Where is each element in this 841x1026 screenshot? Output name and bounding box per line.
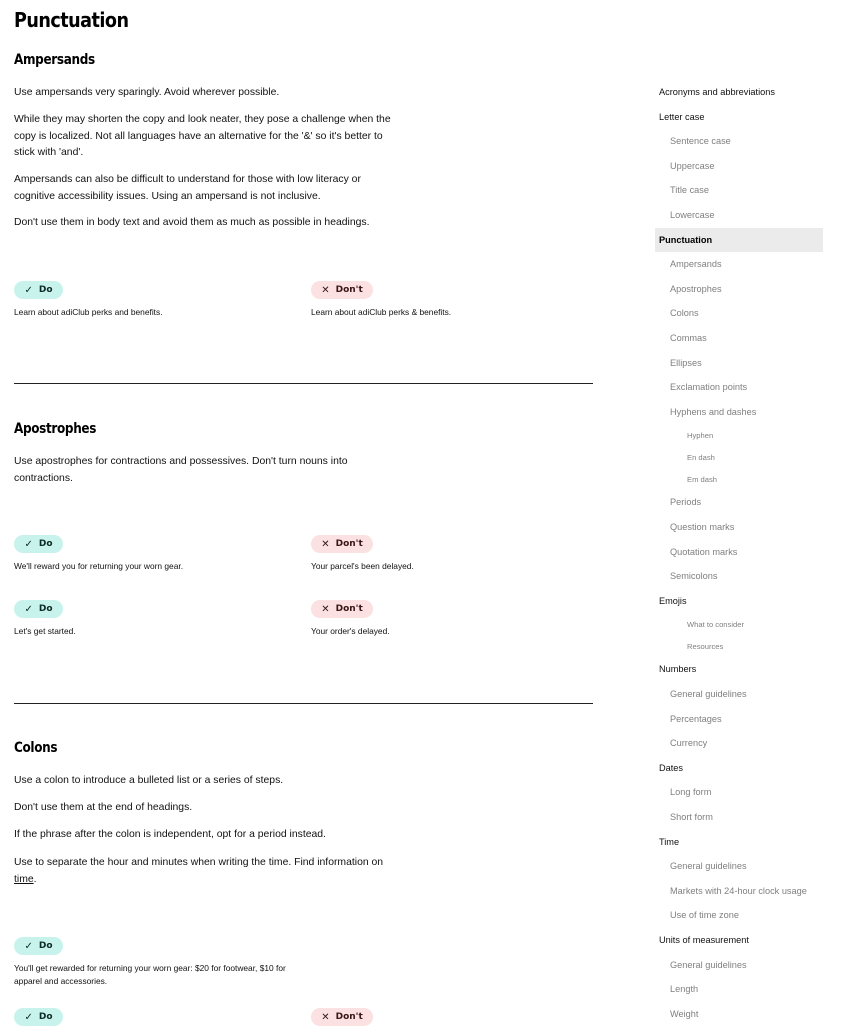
toc-item-general-guidelines[interactable]: General guidelines	[670, 861, 747, 872]
toc-item-weight[interactable]: Weight	[670, 1008, 699, 1019]
toc-item-hyphen[interactable]: Hyphen	[687, 430, 714, 440]
toc-item-colons[interactable]: Colons	[670, 308, 699, 319]
dont-example: Learn about adiClub perks & benefits.	[311, 307, 452, 317]
dont-badge	[311, 281, 373, 299]
paragraph-time-suffix: .	[33, 873, 37, 885]
cross-icon: ✕	[321, 1011, 330, 1023]
toc-item-en-dash[interactable]: En dash	[687, 452, 715, 462]
toc-item-letter-case[interactable]: Letter case	[659, 111, 705, 122]
section-divider	[14, 383, 593, 384]
toc-item-lowercase[interactable]: Lowercase	[670, 210, 715, 220]
toc-item-quotation-marks[interactable]: Quotation marks	[670, 546, 738, 557]
paragraph: Use a colon to introduce a bulleted list or a series of steps.	[14, 775, 284, 786]
toc-item-commas[interactable]: Commas	[670, 333, 707, 343]
do-example: Learn about adiClub perks and benefits.	[14, 307, 163, 317]
do-badge	[14, 535, 63, 553]
toc-item-ellipses[interactable]: Ellipses	[670, 357, 702, 368]
page-title: Punctuation	[14, 8, 129, 32]
section-title-ampersands: Ampersands	[14, 52, 95, 68]
dont-example: Your order's delayed.	[311, 626, 390, 636]
do-badge	[14, 281, 63, 299]
do-badge-label: Do	[38, 285, 53, 295]
toc-item-long-form[interactable]: Long form	[670, 787, 712, 798]
do-example: Let's get started.	[14, 626, 76, 636]
toc-item-periods[interactable]: Periods	[670, 497, 702, 508]
paragraph: Use ampersands very sparingly. Avoid wherever possible.	[14, 87, 280, 98]
toc-item-acronyms-and-abbreviations[interactable]: Acronyms and abbreviations	[659, 87, 775, 97]
paragraph-time	[14, 855, 392, 888]
do-badge-label: Do	[38, 539, 53, 549]
do-badge-label: Do	[38, 1012, 53, 1022]
section-title-apostrophes: Apostrophes	[14, 421, 97, 437]
do-badge	[14, 600, 63, 618]
toc-item-what-to-consider[interactable]: What to consider	[687, 619, 744, 629]
toc-item-general-guidelines[interactable]: General guidelines	[670, 689, 747, 699]
toc-item-hyphens-and-dashes[interactable]: Hyphens and dashes	[670, 406, 757, 417]
dont-badge-label: Don't	[335, 285, 363, 295]
dont-badge-label: Don't	[335, 604, 363, 614]
dont-badge	[311, 535, 373, 553]
toc-item-em-dash[interactable]: Em dash	[687, 474, 717, 484]
check-icon: ✓	[24, 538, 33, 550]
do-badge	[14, 937, 63, 955]
toc-item-markets-with-24-hour-clock-usage[interactable]: Markets with 24-hour clock usage	[670, 885, 807, 896]
toc-item-length[interactable]: Length	[670, 984, 699, 995]
toc-item-emojis[interactable]: Emojis	[659, 595, 687, 606]
paragraph: While they may shorten the copy and look neater, they pose a challenge when the copy is localized. Not all languages have an alternative for the '&' so it's better to stick with 'and'.	[14, 114, 391, 158]
paragraph: Don't use them in body text and avoid them as much as possible in headings.	[14, 217, 370, 228]
paragraph: If the phrase after the colon is independent, opt for a period instead.	[14, 829, 326, 840]
toc-item-short-form[interactable]: Short form	[670, 812, 713, 822]
check-icon: ✓	[24, 284, 33, 296]
section-divider	[14, 703, 593, 704]
toc-item-punctuation[interactable]: Punctuation	[655, 228, 823, 252]
cross-icon: ✕	[321, 603, 330, 615]
do-example: We'll reward you for returning your worn gear.	[14, 561, 184, 571]
cross-icon: ✕	[321, 284, 330, 296]
paragraph: Ampersands can also be difficult to understand for those with low literacy or cognitive accessibility issues. Using an ampersand is not inclusive.	[14, 174, 361, 202]
cross-icon: ✕	[321, 538, 330, 550]
do-badge	[14, 1008, 63, 1026]
check-icon: ✓	[24, 940, 33, 952]
toc-item-ampersands[interactable]: Ampersands	[670, 259, 722, 270]
dont-badge-label: Don't	[335, 1012, 363, 1022]
paragraph: Use apostrophes for contractions and possessives. Don't turn nouns into contractions.	[14, 456, 348, 484]
toc-item-exclamation-points[interactable]: Exclamation points	[670, 382, 748, 393]
paragraph-time-text: Use to separate the hour and minutes when writing the time. Find information on	[14, 857, 384, 868]
toc-item-currency[interactable]: Currency	[670, 738, 708, 749]
do-badge-label: Do	[38, 604, 53, 614]
dont-badge	[311, 600, 373, 618]
toc-item-general-guidelines[interactable]: General guidelines	[670, 959, 747, 970]
toc-item-uppercase[interactable]: Uppercase	[670, 160, 715, 171]
check-icon: ✓	[24, 603, 33, 615]
toc-item-time[interactable]: Time	[659, 836, 680, 847]
toc-item-units-of-measurement[interactable]: Units of measurement	[659, 935, 749, 945]
do-badge-label: Do	[38, 941, 53, 951]
toc-item-percentages[interactable]: Percentages	[670, 713, 722, 724]
section-title-colons: Colons	[14, 740, 58, 756]
toc-item-numbers[interactable]: Numbers	[659, 664, 697, 675]
toc-item-semicolons[interactable]: Semicolons	[670, 571, 718, 582]
toc-item-apostrophes[interactable]: Apostrophes	[670, 283, 722, 294]
time-link[interactable]: time	[14, 873, 34, 885]
toc-item-sentence-case[interactable]: Sentence case	[670, 136, 731, 147]
check-icon: ✓	[24, 1011, 33, 1023]
toc-item-resources[interactable]: Resources	[687, 641, 724, 651]
toc-item-dates[interactable]: Dates	[659, 762, 684, 773]
toc-item-use-of-time-zone[interactable]: Use of time zone	[670, 910, 739, 921]
paragraph: Don't use them at the end of headings.	[14, 802, 193, 813]
dont-badge	[311, 1008, 373, 1026]
dont-example: Your parcel's been delayed.	[311, 561, 414, 571]
do-example: You'll get rewarded for returning your worn gear: $20 for footwear, $10 for apparel and accessories.	[14, 963, 286, 986]
dont-badge-label: Don't	[335, 539, 363, 549]
toc-item-title-case[interactable]: Title case	[670, 185, 709, 196]
toc-item-question-marks[interactable]: Question marks	[670, 522, 735, 532]
